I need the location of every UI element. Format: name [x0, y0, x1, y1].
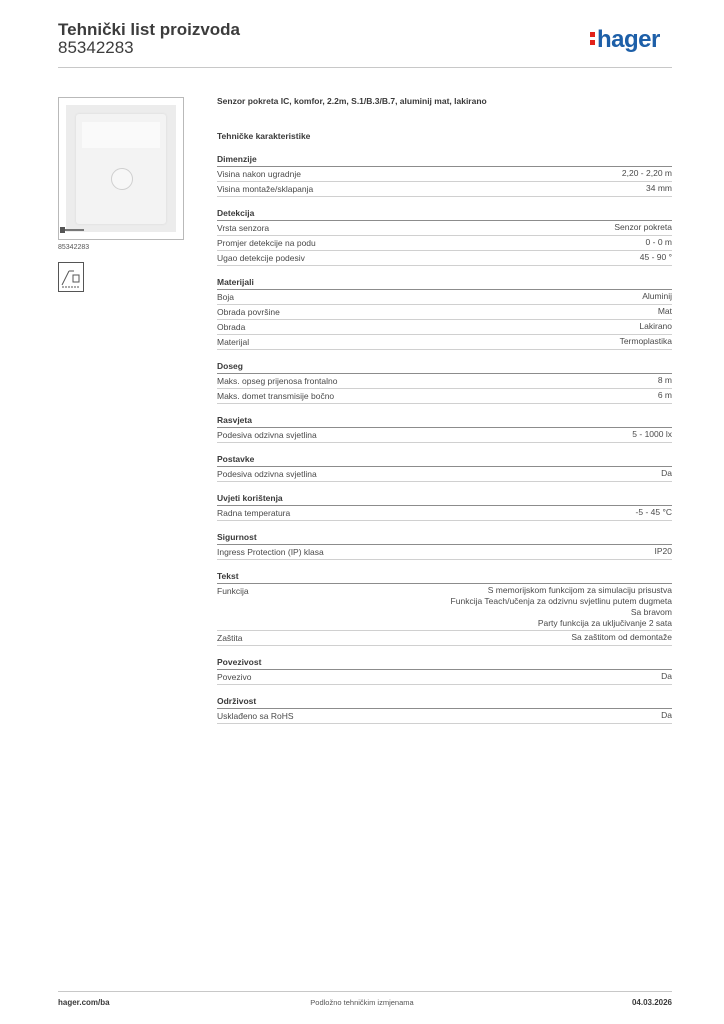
spec-value — [632, 429, 672, 442]
motion-sensor-illustration — [76, 114, 166, 224]
section-title: Rasvjeta — [217, 414, 672, 428]
spec-value-line: Da — [661, 710, 672, 720]
spec-value-line: Sa bravom — [630, 607, 672, 617]
cable-icon — [60, 227, 84, 233]
spec-value — [661, 671, 672, 684]
spec-value — [658, 306, 672, 319]
spec-value-line: Termoplastika — [619, 336, 672, 346]
spec-row — [217, 709, 672, 724]
spec-value-line: Sa zaštitom od demontaže — [571, 632, 672, 642]
spec-value-line: IP20 — [654, 546, 672, 556]
spec-label: Funkcija — [217, 586, 249, 596]
spec-value — [658, 375, 672, 388]
header-divider — [58, 67, 672, 68]
spec-value-line: 5 - 1000 lx — [632, 429, 672, 439]
spec-label: Obrada površine — [217, 307, 280, 317]
footer-divider — [58, 991, 672, 992]
section-title: Postavke — [217, 453, 672, 467]
spec-label: Ugao detekcije podesiv — [217, 253, 305, 263]
section-title: Detekcija — [217, 207, 672, 221]
spec-section — [217, 492, 672, 521]
spec-value-line: 8 m — [657, 375, 672, 385]
spec-row — [217, 290, 672, 305]
spec-value — [646, 237, 672, 250]
spec-section — [217, 276, 672, 350]
section-title: Sigurnost — [217, 531, 672, 545]
spec-row — [217, 467, 672, 482]
spec-section — [217, 531, 672, 560]
spec-section — [217, 207, 672, 266]
section-title: Održivost — [217, 695, 672, 709]
spec-label: Vrsta senzora — [217, 223, 270, 233]
spec-row — [217, 182, 672, 197]
product-description: Senzor pokreta IC, komfor, 2.2m, S.1/B.3/B.7, aluminij mat, lakirano — [217, 96, 487, 106]
spec-row — [217, 320, 672, 335]
spec-label: Obrada — [217, 322, 246, 332]
spec-section — [217, 695, 672, 724]
spec-value — [622, 168, 672, 181]
spec-row — [217, 221, 672, 236]
product-image — [58, 97, 184, 240]
spec-label: Ingress Protection (IP) klasa — [217, 547, 324, 557]
spec-value-line: 45 - 90 ° — [639, 252, 672, 262]
spec-section — [217, 453, 672, 482]
logo-dots-icon — [590, 26, 595, 45]
spec-value-line: Da — [661, 468, 672, 478]
spec-label: Podesiva odzivna svjetlina — [217, 430, 317, 440]
hager-logo — [590, 26, 660, 54]
spec-value-line: Da — [661, 671, 672, 681]
spec-section — [217, 570, 672, 646]
section-title: Materijali — [217, 276, 672, 290]
spec-value — [451, 585, 672, 629]
mounting-icon — [58, 262, 84, 292]
spec-value-line: 2,20 - 2,20 m — [621, 168, 672, 178]
spec-value-line: S memorijskom funkcijom za simulaciju prisustva — [487, 585, 672, 595]
spec-value — [571, 632, 672, 645]
spec-value-line: Lakirano — [639, 321, 672, 331]
spec-value — [661, 468, 672, 481]
spec-row — [217, 584, 672, 631]
spec-section — [217, 656, 672, 685]
spec-label: Zaštita — [217, 633, 243, 643]
spec-row — [217, 167, 672, 182]
spec-label: Visina nakon ugradnje — [217, 169, 301, 179]
spec-value — [646, 183, 672, 196]
spec-label: Maks. opseg prijenosa frontalno — [217, 376, 338, 386]
section-title: Tekst — [217, 570, 672, 584]
spec-value — [636, 507, 672, 520]
spec-value-line: 0 - 0 m — [645, 237, 672, 247]
spec-label: Usklađeno sa RoHS — [217, 711, 294, 721]
spec-row — [217, 251, 672, 266]
footer-website-link[interactable]: hager.com/ba — [58, 998, 110, 1007]
spec-row — [217, 670, 672, 685]
section-title: Povezivost — [217, 656, 672, 670]
section-title: Uvjeti korištenja — [217, 492, 672, 506]
spec-row — [217, 428, 672, 443]
sidebar-product-number: 85342283 — [58, 244, 90, 251]
footer-date: 04.03.2026 — [631, 998, 672, 1007]
spec-value-line: Funkcija Teach/učenja za odzivnu svjetlinu putem dugmeta — [450, 596, 672, 606]
spec-row — [217, 305, 672, 320]
spec-row — [217, 631, 672, 646]
spec-value — [642, 291, 672, 304]
spec-label: Materijal — [217, 337, 250, 347]
spec-label: Radna temperatura — [217, 508, 291, 518]
spec-value — [658, 390, 672, 403]
spec-value — [661, 710, 672, 723]
spec-row — [217, 236, 672, 251]
spec-section — [217, 414, 672, 443]
spec-value-line: Senzor pokreta — [614, 222, 672, 232]
spec-row — [217, 374, 672, 389]
spec-value-line: 6 m — [657, 390, 672, 400]
spec-value — [640, 252, 672, 265]
page-title: Tehnički list proizvoda — [58, 20, 240, 39]
logo-text: hager — [597, 26, 660, 53]
spec-label: Visina montaže/sklapanja — [217, 184, 314, 194]
spec-value — [655, 546, 673, 559]
spec-value-line: Mat — [657, 306, 672, 316]
spec-label: Promjer detekcije na podu — [217, 238, 316, 248]
spec-row — [217, 389, 672, 404]
section-title: Dimenzije — [217, 153, 672, 167]
spec-label: Maks. domet transmisije bočno — [217, 391, 335, 401]
spec-label: Boja — [217, 292, 235, 302]
spec-value — [620, 336, 672, 349]
spec-section — [217, 153, 672, 197]
spec-value-line: Aluminij — [642, 291, 672, 301]
technical-characteristics-heading: Tehničke karakteristike — [217, 131, 311, 141]
specification-table — [217, 153, 672, 734]
spec-value — [639, 321, 672, 334]
spec-row — [217, 335, 672, 350]
spec-row — [217, 506, 672, 521]
footer-note: Podložno tehničkim izmjenama — [310, 998, 414, 1007]
sensor-lens — [111, 168, 133, 190]
section-title: Doseg — [217, 360, 672, 374]
product-number: 85342283 — [58, 38, 134, 57]
spec-section — [217, 360, 672, 404]
spec-label: Podesiva odzivna svjetlina — [217, 469, 317, 479]
spec-value-line: Party funkcija za uključivanje 2 sata — [537, 618, 672, 628]
spec-value-line: -5 - 45 °C — [635, 507, 672, 517]
spec-label: Povezivo — [217, 672, 252, 682]
spec-value — [614, 222, 672, 235]
spec-row — [217, 545, 672, 560]
spec-value-line: 34 mm — [646, 183, 672, 193]
